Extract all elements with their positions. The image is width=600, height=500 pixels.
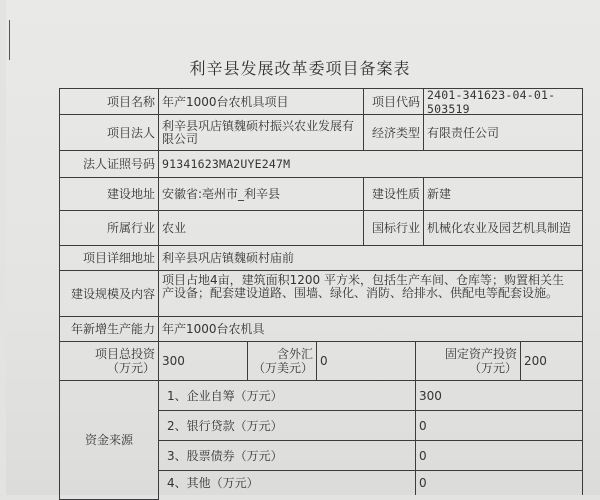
fixed-assets-label [415,341,521,381]
national-industry-value: 机械化农业及园艺机具制造 [423,210,583,246]
funding-item-label: 1、企业自筹（万元） [158,380,416,411]
capacity-value: 年产1000台农机具 [158,316,583,342]
cert-no-label: 法人证照号码 [59,150,159,178]
project-name-label: 项目名称 [59,88,159,115]
project-code-value: 2401-341623-04-01-503519 [423,88,583,115]
detail-address-label: 项目详细地址 [59,245,159,271]
scale-value: 项目占地4亩，建筑面积1200 平方米，包括生产车间、仓库等；购置相关生产设备；配套建设道路、围墙、绿化、消防、给排水、供配电等配套设施。 [158,270,583,317]
funding-item-label: 2、银行贷款（万元） [158,410,416,441]
fixed-assets-label-line2: （万元） [468,361,517,375]
industry-value: 农业 [158,210,364,246]
foreign-label-line2: （万美元） [252,361,313,375]
foreign-value: 0 [316,341,416,381]
scale-label: 建设规模及内容 [59,270,159,317]
total-investment-label-line2: （万元） [106,361,155,375]
funding-item-label: 4、其他（万元） [158,470,416,495]
site-label: 建设地址 [59,177,159,211]
project-code-label: 项目代码 [363,88,424,115]
funding-item-value: 300 [415,380,583,411]
foreign-label [247,341,317,381]
nature-label: 建设性质 [363,177,424,211]
legal-entity-value: 利辛县巩店镇魏硕村振兴农业发展有限公司 [158,114,364,151]
total-investment-label-line1: 项目总投资 [94,347,155,361]
funding-item-value: 0 [415,470,583,495]
site-value: 安徽省:亳州市_利辛县 [158,177,364,211]
industry-label: 所属行业 [59,210,159,246]
total-investment-label [59,341,159,381]
funding-item-value: 0 [415,440,583,471]
fixed-assets-label-line1: 固定资产投资 [444,347,517,361]
funding-item-label: 3、股票债券（万元） [158,440,416,471]
form-title: 利辛县发展改革委项目备案表 [189,59,411,78]
fixed-assets-value: 200 [520,341,583,381]
economic-type-value: 有限责任公司 [423,114,583,151]
capacity-label: 年新增生产能力 [59,316,159,342]
foreign-label-line1: 含外汇 [276,347,313,361]
total-investment-value: 300 [158,341,248,381]
economic-type-label: 经济类型 [363,114,424,151]
margin-mark [9,20,10,60]
national-industry-label: 国标行业 [363,210,424,246]
nature-value: 新建 [423,177,583,211]
cert-no-value: 91341623MA2UYE247M [158,150,583,178]
funding-label: 资金来源 [59,380,159,500]
project-name-value: 年产1000台农机具项目 [158,88,364,115]
funding-item-value: 0 [415,410,583,441]
detail-address-value: 利辛县巩店镇魏硕村庙前 [158,245,583,271]
legal-entity-label: 项目法人 [59,114,159,151]
